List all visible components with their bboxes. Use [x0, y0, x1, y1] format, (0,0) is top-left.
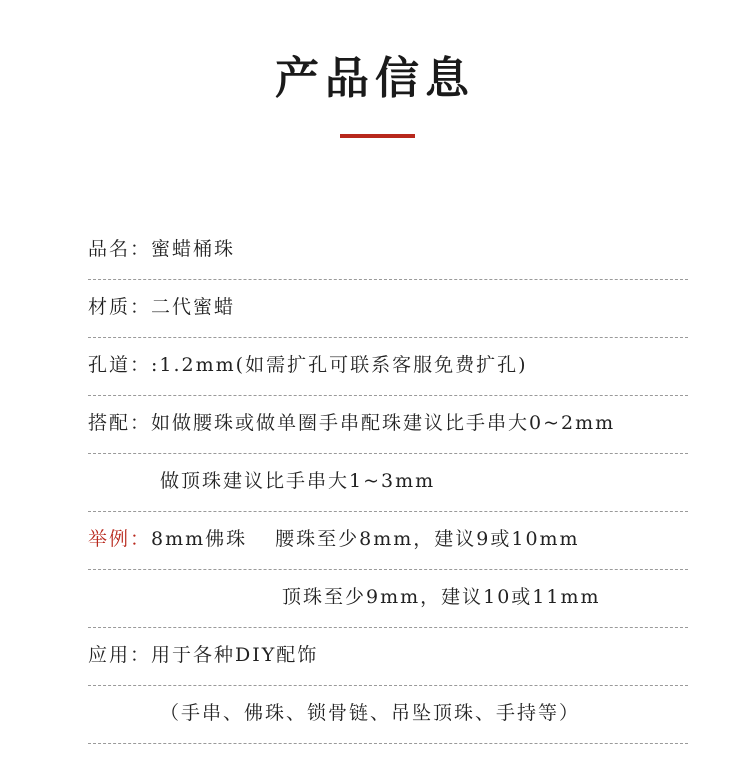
info-row-usage	[88, 628, 688, 686]
info-row-example	[88, 512, 688, 570]
info-row-example-cont	[88, 570, 688, 628]
title-underline	[340, 134, 415, 138]
row-value: :1.2mm(如需扩孔可联系客服免费扩孔)	[151, 354, 528, 376]
row-value: 用于各种DIY配饰	[151, 644, 319, 666]
row-value: 8mm佛珠	[151, 528, 248, 550]
row-label: 品名：	[88, 238, 152, 260]
row-label-accent: 举例：	[88, 528, 152, 550]
info-row-hole	[88, 338, 688, 396]
row-value: 如做腰珠或做单圈手串配珠建议比手串大0~2mm	[151, 412, 616, 434]
page-title: 产品信息	[275, 53, 475, 104]
info-row-matching-cont	[88, 454, 688, 512]
info-row-usage-cont	[88, 686, 688, 744]
row-label: 搭配：	[88, 412, 152, 434]
row-value: （手串、佛珠、锁骨链、吊坠顶珠、手持等）	[160, 702, 581, 724]
row-label: 材质：	[88, 296, 152, 318]
row-value: 二代蜜蜡	[151, 296, 236, 318]
info-list	[88, 222, 688, 744]
info-row-name	[88, 222, 688, 280]
row-value: 做顶珠建议比手串大1~3mm	[160, 470, 436, 492]
row-label: 孔道：	[88, 354, 152, 376]
info-row-material	[88, 280, 688, 338]
info-row-matching	[88, 396, 688, 454]
row-value-secondary: 腰珠至少8mm，建议9或10mm	[275, 528, 580, 550]
row-value: 蜜蜡桶珠	[151, 238, 236, 260]
row-label: 应用：	[88, 644, 152, 666]
row-value: 顶珠至少9mm，建议10或11mm	[282, 586, 601, 608]
